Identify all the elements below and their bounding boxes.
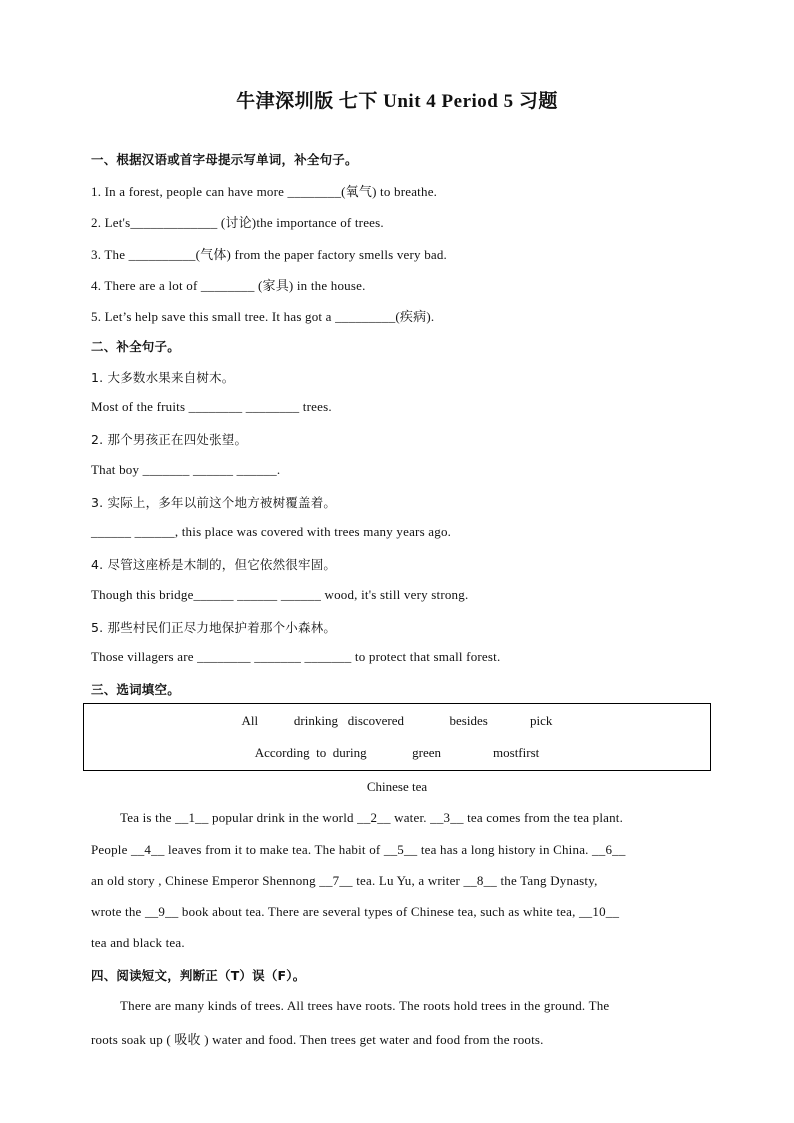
section-2-item-3-en: ______ ______, this place was covered with trees many years ago. (91, 524, 452, 539)
passage-line-2: People __4__ leaves from it to make tea. The habit of __5__ tea has a long history in China. __6__ (91, 842, 626, 857)
section-2-item-1-cn: 1. 大多数水果来自树木。 (91, 370, 235, 385)
section-1-item-3: 3. The __________(气体) from the paper factory smells very bad. (91, 247, 448, 262)
section-1-item-5: 5. Let’s help save this small tree. It has got a _________(疾病). (91, 309, 435, 324)
passage-title: Chinese tea (366, 779, 428, 794)
section-1-item-4: 4. There are a lot of ________ (家具) in the house. (91, 278, 366, 293)
section-1-heading: 一、根据汉语或首字母提示写单词，补全句子。 (91, 152, 358, 167)
section-2-item-5-en: Those villagers are ________ _______ _______ to protect that small forest. (91, 649, 501, 664)
section-2-item-5-cn: 5. 那些村民们正尽力地保护着那个小森林。 (91, 620, 337, 635)
section-2-item-3-cn: 3. 实际上，多年以前这个地方被树覆盖着。 (91, 495, 337, 510)
section-2-item-1-en: Most of the fruits ________ ________ trees. (91, 399, 332, 414)
section-4-heading: 四、阅读短文，判断正（T）误（F）。 (91, 968, 306, 983)
reading-line-2: roots soak up ( 吸收 ) water and food. Then trees get water and food from the roots. (91, 1032, 544, 1047)
passage-line-5: tea and black tea. (91, 935, 185, 950)
section-3-heading: 三、选词填空。 (91, 682, 180, 697)
section-2-item-2-en: That boy _______ ______ ______. (91, 462, 281, 477)
section-1-item-2: 2. Let's_____________ (讨论)the importance of trees. (91, 215, 384, 230)
section-2-item-4-en: Though this bridge______ ______ ______ wood, it's still very strong. (91, 587, 469, 602)
section-2-heading: 二、补全句子。 (91, 339, 180, 354)
reading-line-1: There are many kinds of trees. All trees have roots. The roots hold trees in the ground. The (120, 998, 610, 1013)
word-bank-row-1: All drinking discovered besides pick (241, 713, 553, 728)
section-2-item-2-cn: 2. 那个男孩正在四处张望。 (91, 432, 248, 447)
passage-line-4: wrote the __9__ book about tea. There are several types of Chinese tea, such as white tea, __10__ (91, 904, 620, 919)
word-bank-box (83, 703, 711, 771)
passage-line-1: Tea is the __1__ popular drink in the world __2__ water. __3__ tea comes from the tea plant. (120, 810, 624, 825)
passage-line-3: an old story , Chinese Emperor Shennong __7__ tea. Lu Yu, a writer __8__ the Tang Dynasty, (91, 873, 598, 888)
page-title: 牛津深圳版 七下 Unit 4 Period 5 习题 (236, 91, 558, 112)
section-2-item-4-cn: 4. 尽管这座桥是木制的，但它依然很牢固。 (91, 557, 337, 572)
section-1-item-1: 1. In a forest, people can have more ________(氧气) to breathe. (91, 184, 438, 199)
word-bank-row-2: According to during green mostfirst (254, 745, 540, 760)
